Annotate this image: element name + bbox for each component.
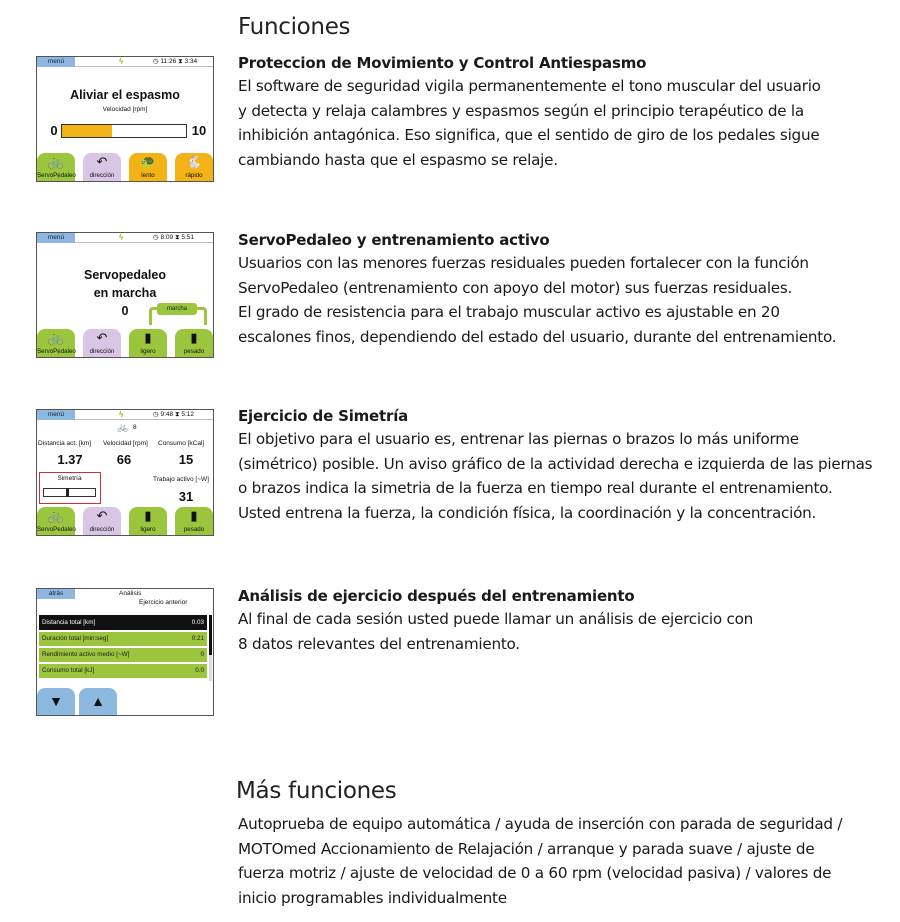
table-row[interactable]: [39, 632, 207, 646]
section-text: Usuarios con las menores fuerzas residuales pueden fortalecer con la función ServoPedaleo (entrenamiento con apoyo del motor) sus fuerzas residuales. El grado de resistencia para el trabajo muscular activo es ajustable en 20 escalones finos, dependiendo del estado del usuario, durante del entrenamiento.: [238, 254, 837, 346]
marcha-tag: marcha: [157, 303, 197, 315]
bicycle-icon: 🚲: [47, 508, 65, 523]
gear-value: 8: [133, 424, 137, 431]
section-simetria: [238, 405, 898, 525]
weight-light-icon: ▮: [144, 508, 152, 523]
fast-button[interactable]: 🐇 rápido: [175, 153, 213, 181]
triangle-up-icon: ▲: [91, 693, 105, 709]
status-bar: [37, 589, 213, 611]
screen-simetria: [36, 409, 214, 536]
section-text: Al final de cada sesión usted puede llamar un análisis de ejercicio con 8 datos relevantes del entrenamiento.: [238, 610, 754, 653]
section-mas-funciones: [238, 812, 898, 910]
clock-icon: ◷: [153, 234, 159, 241]
scale-max: 10: [191, 123, 207, 138]
power-icon: ϟ: [119, 57, 124, 66]
table-row[interactable]: [39, 648, 207, 662]
screen-servopedaleo: [36, 232, 214, 358]
screen-title: Aliviar el espasmo: [70, 88, 180, 102]
status-bar: [37, 410, 213, 420]
hourglass-icon: ⧗: [178, 58, 183, 65]
scale-min: 0: [50, 123, 58, 138]
row-value: 0.0: [195, 667, 204, 674]
power-icon: ϟ: [119, 410, 124, 419]
light-button[interactable]: ▮ ligero: [129, 507, 167, 535]
speed-bar-fill: [62, 125, 112, 137]
symmetry-bar: [43, 488, 96, 497]
clock: ◷ 9:48 ⧗ 5:12: [153, 411, 194, 418]
section-text: El software de seguridad vigila permanentemente el tono muscular del usuario y detecta y relaja calambres y espasmos según el principio terapéutico de la inhibición antagónica. Eso significa, que el sentido de giro de los pedales sigue cambiando hasta que el espasmo se relaje.: [238, 77, 821, 169]
table-row[interactable]: [39, 615, 207, 630]
section-analisis: [238, 585, 898, 656]
direction-button[interactable]: ↶ dirección: [83, 507, 121, 535]
servopedaleo-button[interactable]: 🚲 ServoPedaleo: [37, 508, 76, 533]
scroll-up-button[interactable]: [79, 688, 117, 716]
symmetry-marker: [66, 488, 69, 497]
clock-icon: ◷: [153, 411, 159, 418]
analysis-list[interactable]: [39, 615, 207, 681]
row-label: Distancia total [km]: [42, 619, 96, 626]
analysis-subtitle: Ejercicio anterior: [139, 599, 188, 606]
menu-button[interactable]: menú: [37, 410, 75, 420]
button-row: [37, 507, 213, 535]
back-button[interactable]: atrás: [37, 589, 75, 599]
direction-button[interactable]: ↶ dirección: [83, 329, 121, 357]
screen-title-line1: Servopedaleo: [84, 268, 166, 282]
screen-analisis: [36, 588, 214, 716]
active-work-value: 31: [178, 489, 194, 504]
turtle-icon: 🐢: [139, 154, 157, 169]
menu-button[interactable]: menú: [37, 57, 75, 67]
rotate-icon: ↶: [96, 330, 108, 345]
symmetry-label: Simetría: [57, 475, 82, 482]
weight-heavy-icon: ▮: [190, 508, 198, 523]
bicycle-icon: 🚲: [47, 330, 65, 345]
consumption-value: 15: [178, 452, 194, 467]
button-row: [37, 329, 213, 357]
speed-bar[interactable]: [61, 124, 187, 138]
section-title: Proteccion de Movimiento y Control Antiespasmo: [238, 54, 647, 72]
bicycle-icon: 🚲: [117, 422, 129, 432]
row-label: Rendimiento activo medio [~W]: [42, 651, 130, 658]
servopedaleo-button[interactable]: 🚲 ServoPedaleo: [37, 154, 76, 179]
rotate-icon: ↶: [96, 508, 108, 523]
speed-label: Velocidad [rpm]: [102, 106, 148, 113]
servopedaleo-button[interactable]: 🚲 ServoPedaleo: [37, 330, 76, 355]
section-title: Ejercicio de Simetría: [238, 407, 409, 425]
scrollbar[interactable]: [209, 615, 212, 681]
speed-value: 66: [116, 452, 132, 467]
bicycle-icon: 🚲: [47, 154, 65, 169]
clock: ◷ 11:26 ⧗ 3:34: [153, 58, 198, 65]
weight-heavy-icon: ▮: [190, 330, 198, 345]
rotate-icon: ↶: [96, 154, 108, 169]
clock: ◷ 8:09 ⧗ 5:51: [153, 234, 194, 241]
scrollbar-thumb[interactable]: [209, 615, 212, 655]
funciones-heading: Funciones: [238, 14, 351, 40]
weight-light-icon: ▮: [144, 330, 152, 345]
symmetry-box: [39, 472, 101, 504]
status-bar: [37, 57, 213, 67]
section-title: ServoPedaleo y entrenamiento activo: [238, 231, 550, 249]
row-value: 0.03: [191, 619, 204, 626]
button-row: [37, 153, 213, 181]
menu-button[interactable]: menú: [37, 233, 75, 243]
analysis-title: Análisis: [119, 590, 142, 597]
section-text: Autoprueba de equipo automática / ayuda de inserción con parada de seguridad / MOTOmed Accionamiento de Relajación / arranque y parada suave / ajuste de fuerza motriz / ajuste de velocidad de 0 a 60 rpm (velocidad pasiva) / valores de inicio programables individualmente: [238, 815, 843, 907]
section-text: El objetivo para el usuario es, entrenar las piernas o brazos lo más uniforme (simétrico) posible. Un aviso gráfico de la actividad derecha e izquierda de las piernas o brazos indica la simetria de la fuerza en tiempo real durante el entrenamiento. Usted entrena la fuerza, la condición física, la coordinación y la concentración.: [238, 430, 873, 522]
heavy-button[interactable]: ▮ pesado: [175, 507, 213, 535]
table-row[interactable]: [39, 664, 207, 678]
speed-label: Velocidad [rpm]: [103, 440, 148, 447]
row-value: 0:21: [191, 635, 204, 642]
row-label: Consumo total [kJ]: [42, 667, 95, 674]
active-work-label: Trabajo activo [~W]: [153, 476, 209, 483]
mas-funciones-heading: Más funciones: [236, 778, 397, 804]
light-button[interactable]: ▮ ligero: [129, 329, 167, 357]
row-label: Duración total [min:seg]: [42, 635, 109, 642]
distance-value: 1.37: [57, 452, 83, 467]
section-antiespasmo: [238, 52, 898, 172]
hourglass-icon: ⧗: [174, 411, 180, 418]
status-bar: [37, 233, 213, 243]
rabbit-icon: 🐇: [185, 154, 203, 169]
slow-button[interactable]: 🐢 lento: [129, 153, 167, 181]
section-title: Análisis de ejercicio después del entrenamiento: [238, 587, 635, 605]
row-value: 0: [200, 651, 204, 658]
screen-title-line2: en marcha: [93, 286, 157, 300]
screen-antiespasmo: [36, 56, 214, 182]
clock-icon: ◷: [153, 58, 159, 65]
distance-label: Distancia act. [km]: [38, 440, 92, 447]
direction-button[interactable]: ↶ dirección: [83, 153, 121, 181]
hourglass-icon: ⧗: [174, 234, 180, 241]
triangle-down-icon: ▼: [49, 693, 63, 709]
scroll-down-button[interactable]: [37, 688, 75, 716]
section-servopedaleo: [238, 229, 898, 349]
heavy-button[interactable]: ▮ pesado: [175, 329, 213, 357]
power-icon: ϟ: [119, 233, 124, 242]
consumption-label: Consumo [kCal]: [158, 440, 205, 447]
servo-value: 0: [121, 304, 129, 318]
